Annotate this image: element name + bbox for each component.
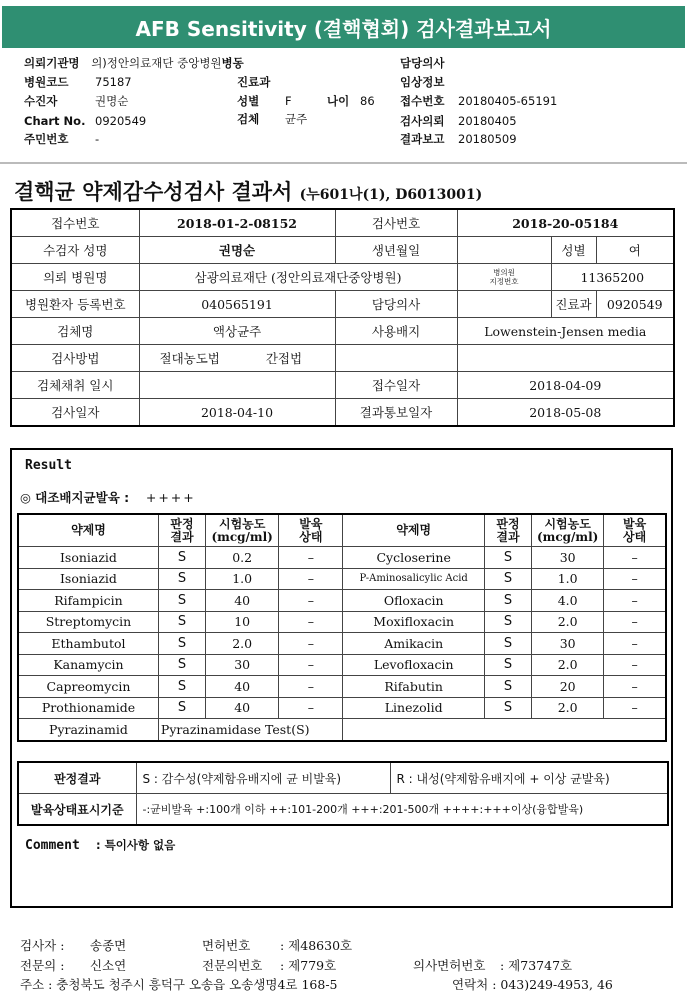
birth-value (457, 237, 551, 264)
receipt-value: 20180405-65191 (458, 94, 558, 108)
ssn-value: - (95, 132, 100, 146)
doctor-label: 담당의사 (400, 56, 445, 70)
patient-name: 권명순 (139, 237, 335, 264)
name-label: 수검자 성명 (11, 237, 139, 264)
sex-value: F (285, 94, 292, 108)
birth-label: 생년월일 (335, 237, 457, 264)
report-label: 결과보고 (400, 132, 445, 146)
title-code: (누601나(1), D6013001) (299, 187, 483, 203)
designated-value: 11365200 (551, 264, 674, 291)
table-row: Isoniazid S 0.2 – Cycloserine S 30 – (18, 547, 666, 569)
sex-label: 성별 (237, 94, 260, 108)
referral-row (24, 55, 244, 71)
designated-label (457, 264, 551, 291)
ward-label: 병동 (221, 56, 244, 70)
receipt-no: 2018-01-2-08152 (139, 209, 335, 237)
judge-legend-r: R : 내성(약제함유배지에 + 이상 균발육) (390, 762, 668, 794)
referral-value: 의)정안의료재단 중앙병원 (91, 56, 222, 70)
phone: 연락처 : 043)249-4953, 46 (452, 977, 613, 992)
dept-label: 진료과 (237, 75, 271, 89)
designated-label-line2: 지정번호 (489, 277, 519, 286)
received-label: 접수일자 (335, 372, 457, 399)
test-no: 2018-20-05184 (457, 209, 674, 237)
collect-label: 검체채취 일시 (11, 372, 139, 399)
col-drug-right: 약제명 (343, 514, 484, 547)
growth-legend-text: -:균비발육 +:100개 이하 ++:101-200개 +++:201-500개 ++++:+++이상(융합발육) (136, 794, 668, 826)
report-banner: AFB Sensitivity (결핵협회) 검사결과보고서 (2, 6, 685, 48)
test-date-value: 2018-04-10 (139, 399, 335, 427)
chart-value: 0920549 (95, 114, 147, 128)
judge-legend-label: 판정결과 (18, 762, 136, 794)
test-date-label: 검사일자 (11, 399, 139, 427)
patient-value: 권명순 (95, 94, 129, 108)
method-value (139, 345, 335, 372)
gender-label: 성별 (551, 237, 596, 264)
receipt-no-label: 접수번호 (11, 209, 139, 237)
table-row: Kanamycin S 30 – Levofloxacin S 2.0 – (18, 654, 666, 676)
control-label: ◎ 대조배지균발육 : (20, 490, 130, 505)
patient-info-table (10, 208, 675, 427)
drug-table-header (18, 514, 666, 547)
test-no-label: 검사번호 (335, 209, 457, 237)
clinical-label: 임상정보 (400, 75, 445, 89)
designated-label-line1: 병의원 (493, 268, 515, 277)
result-heading: Result (25, 458, 72, 473)
gender-value: 여 (596, 237, 674, 264)
req-date-value: 20180405 (458, 114, 517, 128)
age-value: 86 (360, 94, 375, 108)
hosp-code-value: 75187 (95, 75, 132, 89)
spec-no: : 제779호 (280, 958, 337, 973)
license-no: : 제48630호 (280, 938, 353, 953)
growth-legend-label: 발육상태표시기준 (18, 794, 136, 826)
specimen-label: 검체명 (11, 318, 139, 345)
col-growth-right: 발육 상태 (604, 514, 666, 547)
table-row: Capreomycin S 40 – Rifabutin S 20 – (18, 676, 666, 698)
table-row: Rifampicin S 40 – Ofloxacin S 4.0 – (18, 590, 666, 612)
header-divider (0, 162, 687, 164)
pza-test: Pyrazinamidase Test(S) (158, 719, 343, 741)
dept-value: 0920549 (596, 291, 674, 318)
spec-no-label: 전문의번호 (202, 958, 263, 973)
document-title (14, 176, 482, 206)
comment-value: : 특이사항 없음 (95, 838, 176, 852)
table-row: Streptomycin S 10 – Moxifloxacin S 2.0 – (18, 611, 666, 633)
comment-label: Comment (25, 838, 80, 853)
report-value: 20180509 (458, 132, 517, 146)
pza-row (18, 719, 666, 741)
specimen-label: 검체 (237, 112, 260, 126)
specialist-label: 전문의 : (20, 958, 65, 973)
specimen-value: 액상균주 (139, 318, 335, 345)
hospital-value: 삼광의료재단 (정안의료재단중앙병원) (139, 264, 457, 291)
reg-no-label: 병원환자 등록번호 (11, 291, 139, 318)
legend-table (17, 761, 669, 826)
referral-label: 의뢰기관명 (24, 56, 80, 70)
hospital-label: 의뢰 병원명 (11, 264, 139, 291)
title-text: 결핵균 약제감수성검사 결과서 (14, 179, 293, 204)
col-judge-left: 판정 결과 (158, 514, 205, 547)
chart-label: Chart No. (24, 114, 86, 128)
judge-legend-s: S : 감수성(약제함유배지에 균 비발육) (136, 762, 390, 794)
comment-line (25, 834, 175, 853)
patient-label: 수진자 (24, 94, 58, 108)
license-label: 면허번호 (202, 938, 251, 953)
hosp-code-label: 병원코드 (24, 75, 69, 89)
drug-table (17, 513, 667, 742)
collect-value (139, 372, 335, 399)
method-indirect: 간접법 (265, 351, 303, 366)
physician-value (457, 291, 551, 318)
receipt-label: 접수번호 (400, 94, 445, 108)
address: 주소 : 충청북도 청주시 흥덕구 오송읍 오송생명4로 168-5 (20, 977, 338, 992)
method-label: 검사방법 (11, 345, 139, 372)
control-value: ++++ (145, 490, 196, 505)
physician-label: 담당의사 (335, 291, 457, 318)
req-date-label: 검사의뢰 (400, 114, 445, 128)
pza-drug: Pyrazinamid (18, 719, 158, 741)
medium-label: 사용배지 (335, 318, 457, 345)
dept-label: 진료과 (551, 291, 596, 318)
table-row: Ethambutol S 2.0 – Amikacin S 30 – (18, 633, 666, 655)
specialist-name: 신소연 (90, 958, 127, 973)
ssn-label: 주민번호 (24, 132, 69, 146)
col-judge-right: 판정 결과 (484, 514, 531, 547)
reg-no-value: 040565191 (139, 291, 335, 318)
method-absolute: 절대농도법 (159, 351, 220, 366)
doc-no: : 제73747호 (500, 958, 573, 973)
medium-value: Lowenstein-Jensen media (457, 318, 674, 345)
tester-label: 검사자 : (20, 938, 65, 953)
tester-name: 송종면 (90, 938, 127, 953)
col-conc-right: 시험농도 (mcg/ml) (532, 514, 604, 547)
col-drug-left: 약제명 (18, 514, 158, 547)
col-growth-left: 발육 상태 (279, 514, 343, 547)
doc-no-label: 의사면허번호 (413, 958, 486, 973)
specimen-value: 균주 (285, 112, 308, 126)
received-value: 2018-04-09 (457, 372, 674, 399)
col-conc-left: 시험농도 (mcg/ml) (206, 514, 279, 547)
notify-label: 결과통보일자 (335, 399, 457, 427)
table-row: Prothionamide S 40 – Linezolid S 2.0 – (18, 697, 666, 719)
control-growth (20, 488, 196, 506)
age-label: 나이 (327, 94, 350, 108)
notify-value: 2018-05-08 (457, 399, 674, 427)
table-row: Isoniazid S 1.0 – P-Aminosalicylic Acid S 1.0 – (18, 568, 666, 590)
